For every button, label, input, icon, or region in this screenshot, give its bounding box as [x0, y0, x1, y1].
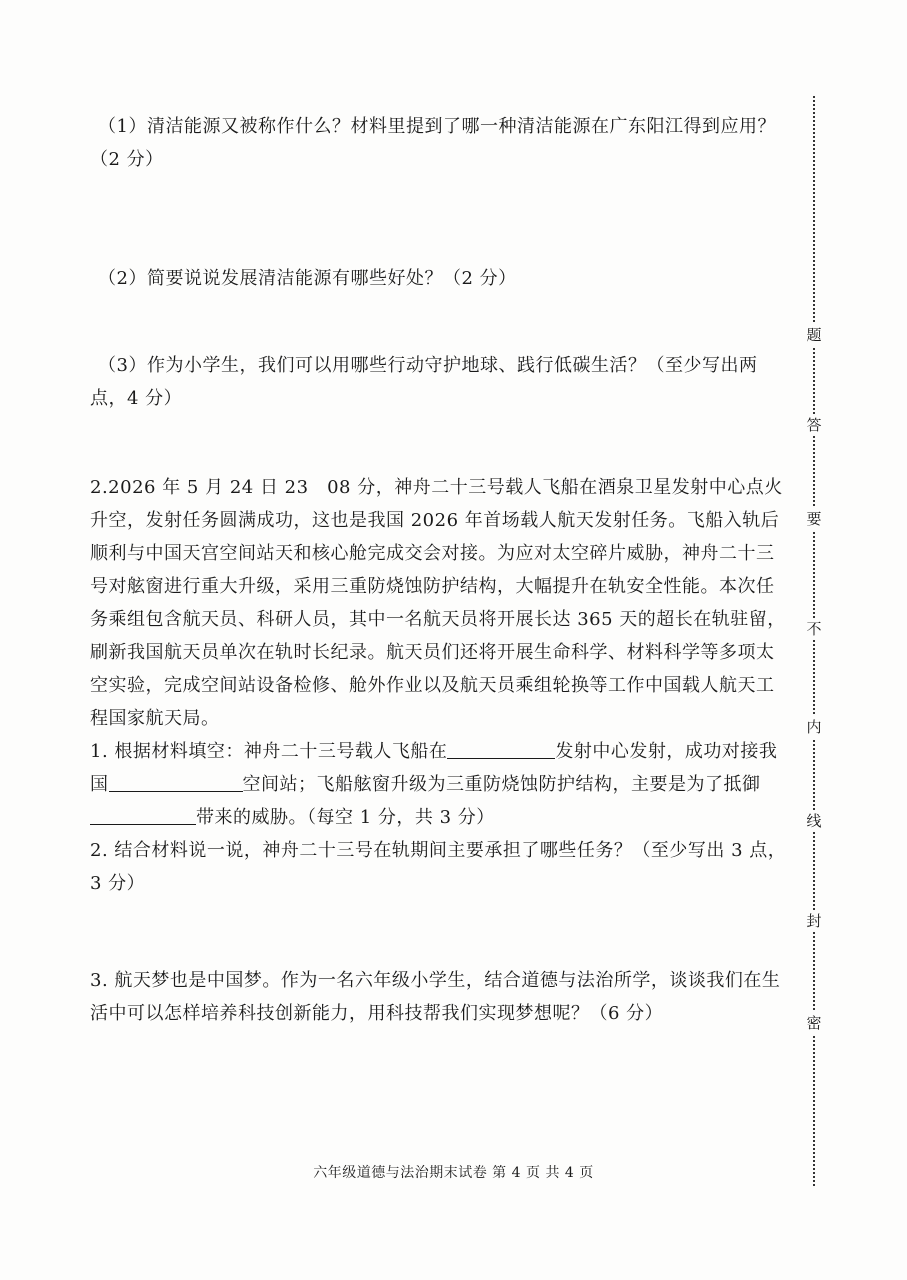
binding-char-ti: 题	[804, 324, 824, 346]
binding-char-bu: 不	[804, 618, 824, 640]
question-3: 3. 航天梦也是中国梦。作为一名六年级小学生，结合道德与法治所学，谈谈我们在生活中可以怎样培养科技创新能力，用科技帮我们实现梦想呢？（6 分）	[90, 970, 781, 1024]
answer-space-1-3	[90, 415, 790, 471]
question-2-1	[90, 735, 790, 834]
page-footer: 六年级道德与法治期末试卷 第 4 页 共 4 页	[313, 1165, 594, 1181]
question-2-1-text-b: 发射中心发射，成功对接我国	[90, 741, 778, 795]
question-2-1-text-a: 1. 根据材料填空：神舟二十三号载人飞船在	[90, 741, 448, 762]
binding-char-xian: 线	[804, 810, 824, 832]
question-1-1: （1）清洁能源又被称作什么？材料里提到了哪一种清洁能源在广东阳江得到应用？（2 分）	[90, 116, 776, 170]
binding-char-da: 答	[804, 414, 824, 436]
binding-char-nei: 内	[804, 716, 824, 738]
material-2: 2.2026 年 5 月 24 日 23 08 分，神舟二十三号载人飞船在酒泉卫星发射中心点火升空，发射任务圆满成功，这也是我国 2026 年首场载人航天发射任务。飞船入轨后顺利与中国天宫空间站天和核心舱完成交会对接。为应对太空碎片威胁，神舟二十三号对舷窗进行重大升级，采用三重防烧蚀防护结构，大幅提升在轨安全性能。本次任务乘组包含航天员、科研人员，其中一名航天员将开展长达 365 天的超长在轨驻留，刷新我国航天员单次在轨时长纪录。航天员们还将开展生命科学、材料科学等多项太空实验，完成空间站设备检修、舱外作业以及航天员乘组轮换等工作中国载人航天工程国家航天局。	[90, 477, 786, 729]
question-content	[90, 110, 790, 1030]
binding-line	[800, 96, 828, 1186]
question-2-1-text-c: 空间站；飞船舷窗升级为三重防烧蚀防护结构，主要是为了抵御	[242, 774, 761, 795]
fill-blank-2[interactable]	[109, 771, 243, 792]
question-2-1-text-d: 带来的威胁。（每空 1 分，共 3 分）	[196, 807, 495, 828]
binding-char-mi: 密	[804, 1012, 824, 1034]
fill-blank-3[interactable]	[90, 804, 196, 825]
question-1-3: （3）作为小学生，我们可以用哪些行动守护地球、践行低碳生活？（至少写出两点，4 分）	[90, 355, 758, 409]
fill-blank-1[interactable]	[447, 738, 555, 759]
binding-char-feng: 封	[804, 910, 824, 932]
question-2-2: 2. 结合材料说一说，神舟二十三号在轨期间主要承担了哪些任务？（至少写出 3 点，3 分）	[90, 840, 787, 894]
binding-char-yao: 要	[804, 508, 824, 530]
answer-space-1-1	[90, 176, 790, 262]
answer-space-1-2	[90, 295, 790, 349]
question-1-2: （2）简要说说发展清洁能源有哪些好处？（2 分）	[98, 268, 517, 289]
answer-space-2-2	[90, 900, 790, 964]
